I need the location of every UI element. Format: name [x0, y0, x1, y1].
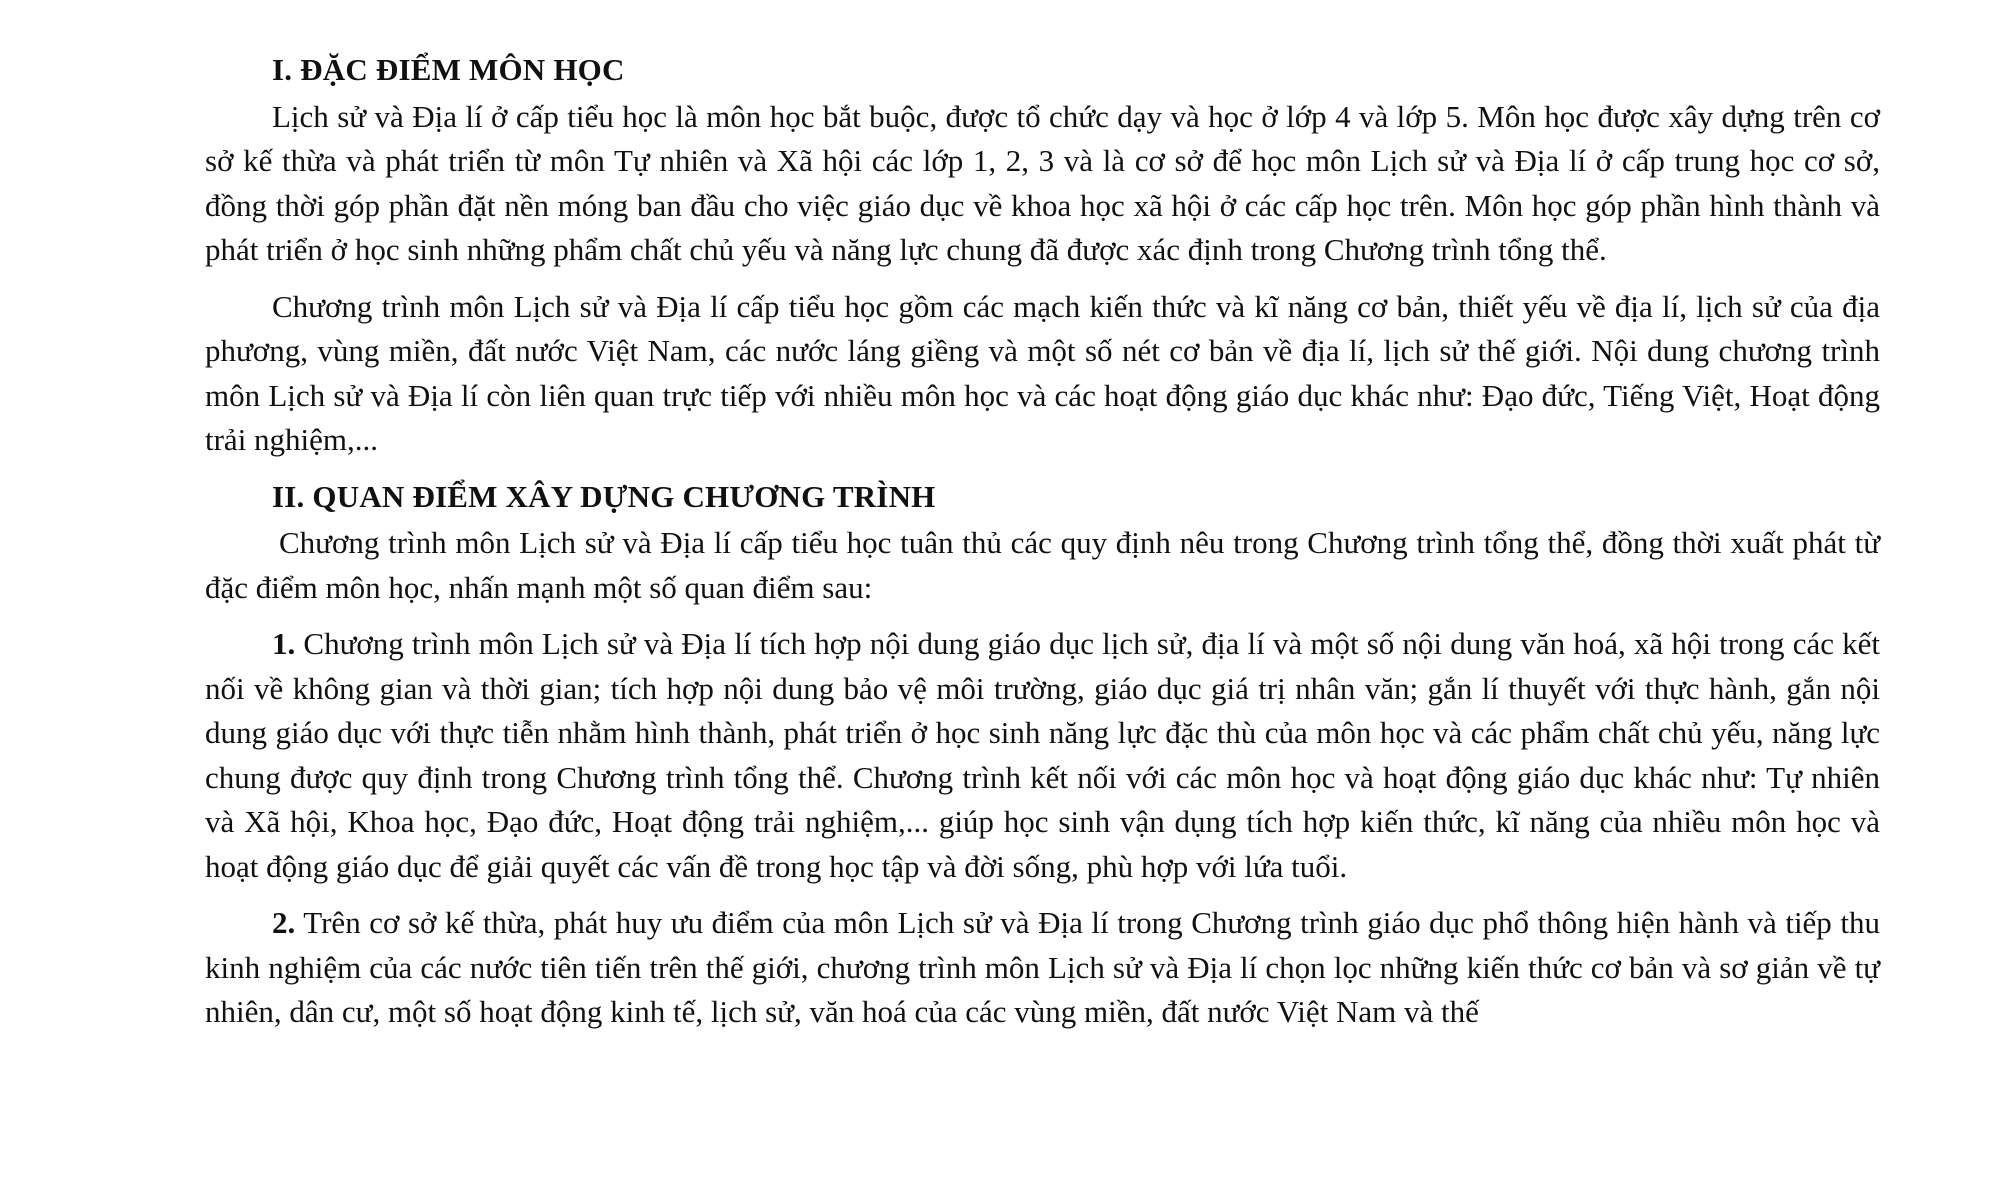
list-item-2 — [205, 901, 1880, 1035]
section-1-paragraph-2: Chương trình môn Lịch sử và Địa lí cấp tiểu học gồm các mạch kiến thức và kĩ năng cơ bản, thiết yếu về địa lí, lịch sử của địa phương, vùng miền, đất nước Việt Nam, các nước láng giềng và một số nét cơ bản về địa lí, lịch sử thế giới. Nội dung chương trình môn Lịch sử và Địa lí còn liên quan trực tiếp với nhiều môn học và các hoạt động giáo dục khác như: Đạo đức, Tiếng Việt, Hoạt động trải nghiệm,... — [205, 288, 1880, 457]
list-item-1-number: 1. — [272, 626, 296, 661]
section-2-heading: II. QUAN ĐIỂM XÂY DỰNG CHƯƠNG TRÌNH — [272, 478, 936, 514]
list-item-1 — [205, 622, 1880, 889]
document-page — [205, 48, 1880, 1047]
list-item-2-text: Trên cơ sở kế thừa, phát huy ưu điểm của môn Lịch sử và Địa lí trong Chương trình giáo dục phổ thông hiện hành và tiếp thu kinh nghiệm của các nước tiên tiến trên thế giới, chương trình môn Lịch sử và Địa lí chọn lọc những kiến thức cơ bản và sơ giản về tự nhiên, dân cư, một số hoạt động kinh tế, lịch sử, văn hoá của các vùng miền, đất nước Việt Nam và thế — [205, 905, 1880, 1029]
section-1-paragraph-1: Lịch sử và Địa lí ở cấp tiểu học là môn học bắt buộc, được tổ chức dạy và học ở lớp 4 và lớp 5. Môn học được xây dựng trên cơ sở kế thừa và phát triển từ môn Tự nhiên và Xã hội các lớp 1, 2, 3 và là cơ sở để học môn Lịch sử và Địa lí ở cấp trung học cơ sở, đồng thời góp phần đặt nền móng ban đầu cho việc giáo dục về khoa học xã hội ở các cấp học trên. Môn học góp phần hình thành và phát triển ở học sinh những phẩm chất chủ yếu và năng lực chung đã được xác định trong Chương trình tổng thể. — [205, 98, 1880, 267]
list-item-2-number: 2. — [272, 905, 296, 940]
section-2-intro: Chương trình môn Lịch sử và Địa lí cấp tiểu học tuân thủ các quy định nêu trong Chương trình tổng thể, đồng thời xuất phát từ đặc điểm môn học, nhấn mạnh một số quan điểm sau: — [205, 525, 1880, 605]
list-item-1-text: Chương trình môn Lịch sử và Địa lí tích hợp nội dung giáo dục lịch sử, địa lí và một số nội dung văn hoá, xã hội trong các kết nối về không gian và thời gian; tích hợp nội dung bảo vệ môi trường, giáo dục giá trị nhân văn; gắn lí thuyết với thực hành, gắn nội dung giáo dục với thực tiễn nhằm hình thành, phát triển ở học sinh năng lực đặc thù của môn học và các phẩm chất chủ yếu, năng lực chung được quy định trong Chương trình tổng thể. Chương trình kết nối với các môn học và hoạt động giáo dục khác như: Tự nhiên và Xã hội, Khoa học, Đạo đức, Hoạt động trải nghiệm,... giúp học sinh vận dụng tích hợp kiến thức, kĩ năng của nhiều môn học và hoạt động giáo dục để giải quyết các vấn đề trong học tập và đời sống, phù hợp với lứa tuổi. — [205, 626, 1880, 884]
section-1-heading: I. ĐẶC ĐIỂM MÔN HỌC — [272, 52, 625, 87]
